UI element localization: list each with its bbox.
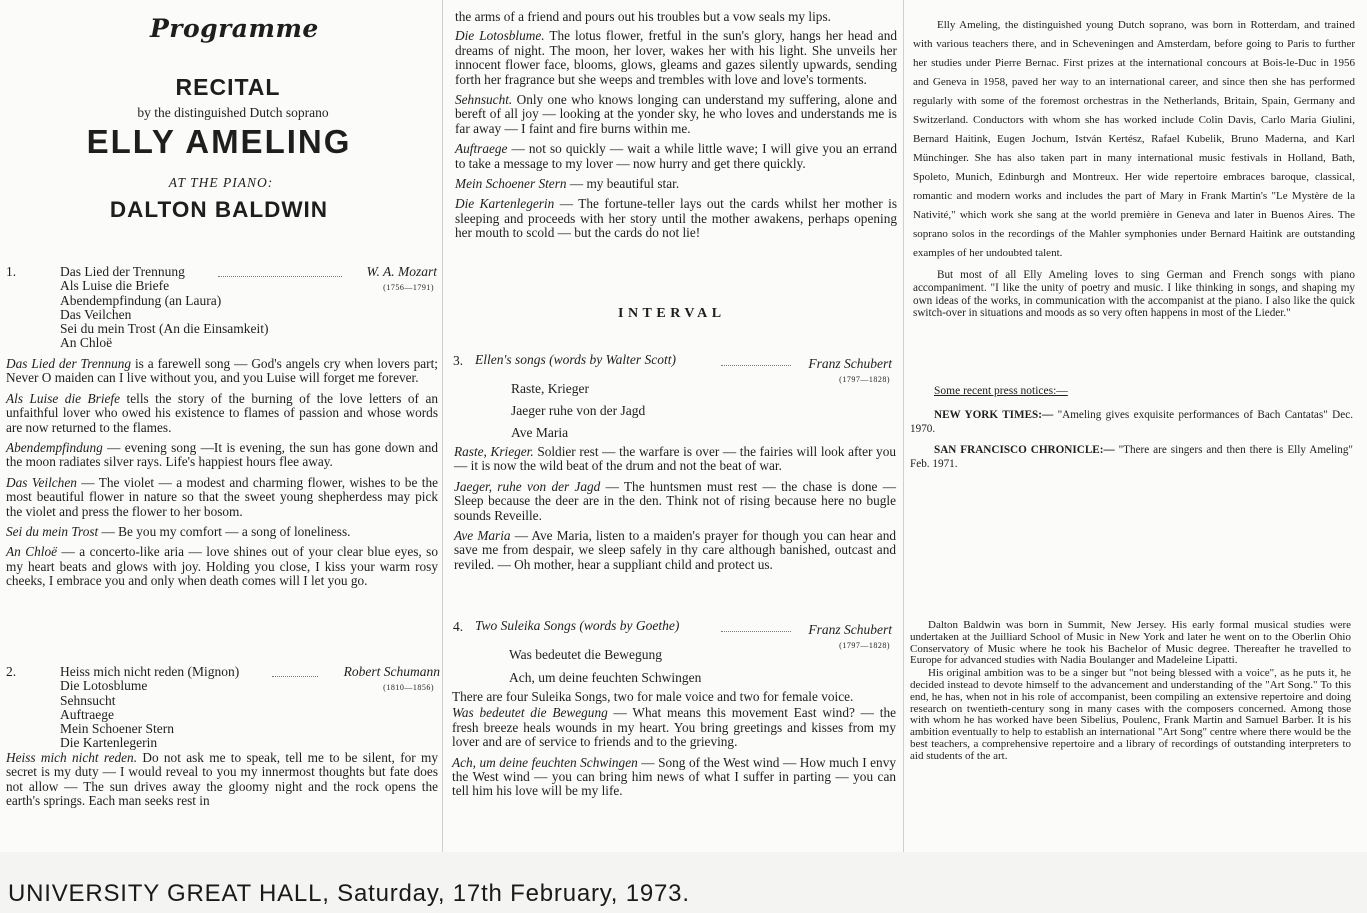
press-notices: [910, 409, 1353, 471]
section4-notes: [452, 690, 896, 799]
section-number: 2.: [6, 664, 17, 679]
song-note: Ave Maria — Ave Maria, listen to a maiden's prayer for though you can hear and save me from despair, we sleep safely in thy care although banished, outcast and reviled. — Oh mother, hear a suppliant child and protect us.: [454, 528, 896, 572]
bio-paragraph: Dalton Baldwin was born in Summit, New Jersey. His early formal musical studies were undertaken at the Juilliard School of Music in New York and later he went on to the Oberlin Ohio Conservatory of Music where he took his Bachelor of Music degree. Thereafter he travelled to Europe for advanced studies with Nadia Boulanger and Madeleine Lipatti.: [910, 619, 1351, 667]
song-title: Als Luise die Briefe: [60, 278, 170, 294]
song-list: [511, 378, 751, 444]
song-title: Abendempfindung (an Laura): [60, 292, 222, 308]
song-note: Das Lied der Trennung is a farewell song — God's angels cry when lovers part; Never O maiden can I live without you, and you Luise will forget me forever.: [6, 356, 439, 386]
section3-notes: [454, 445, 896, 572]
song-note: Als Luise die Briefe tells the story of the burning of the love letters of an unfaithful lover who owed his existence to flames of passion and whose words are now returned to the flames.: [6, 390, 438, 435]
composer-dates: (1756—1791): [383, 283, 434, 292]
song-title: Auftraege: [60, 706, 114, 722]
composer-dates: (1797—1828): [839, 641, 890, 650]
song-title: Heiss mich nicht reden (Mignon): [60, 664, 240, 679]
composer-dates: (1797—1828): [839, 375, 890, 384]
composer-dates: (1810—1856): [383, 683, 434, 692]
song-note: Sei du mein Trost — Be you my comfort — a song of loneliness.: [6, 524, 351, 540]
song-title: Mein Schoener Stern: [60, 721, 174, 737]
song-note: Jaeger, ruhe von der Jagd — The huntsmen must rest — the chase is done — Sleep because the deer are in the den. Think not of rising because here no bugle sounds Reveille.: [454, 478, 896, 523]
song-title: Ach, um deine feuchten Schwingen: [509, 670, 702, 685]
press-notices-heading: Some recent press notices:—: [934, 385, 1068, 397]
song-title: Die Lotosblume: [60, 678, 148, 694]
press-notice: NEW YORK TIMES:— "Ameling gives exquisite performances of Bach Cantatas" Dec. 1970.: [910, 409, 1353, 435]
baldwin-biography: [910, 620, 1351, 763]
song-title: Sehnsucht: [60, 692, 116, 708]
section-number: 1.: [6, 264, 17, 279]
song-note: Raste, Krieger. Soldier rest — the warfare is over — the fairies will look after you — it is now the wild beat of the drum and not the beat of war.: [454, 444, 896, 474]
song-note: the arms of a friend and pours out his troubles but a vow seals my lips.: [455, 9, 831, 24]
venue-date-caption: UNIVERSITY GREAT HALL, Saturday, 17th February, 1973.: [8, 880, 690, 907]
song-title: Ave Maria: [511, 425, 569, 440]
bio-paragraph: Elly Ameling, the distinguished young Dutch soprano, was born in Rotterdam, and trained with various teachers there, and in Scheveningen and Amsterdam, before going to Paris to further her studies under Pierre Bernac. First prizes at the international concours at Bois-le-Duc in 1956 and Geneva in 1958, paved her way to an international career, and since then she has performed regularly with some of the foremost orchestras in the Netherlands, Britain, Spain, Germany and Switzerland. Conductors with whom she has worked include Colin Davis, Carlo Maria Giulini, Bernard Haitink, Eugen Jochum, István Kertész, Rafael Kubelik, Bruno Maderna, and Karl Münchinger. She has also taken part in many international music festivals in Holland, Bath, Spoleto, Munich, Edinburgh and Montreux. Her wide repertoire embraces baroque, classical, romantic and modern works and includes the part of Mary in Frank Martin's "Le Mystère de la Nativité," which work she sang at the world première in Geneva and later in Buenos Aires. The soprano solos in the recordings of the Mahler symphonies under Bernard Haitink are outstanding examples of her undoubted talent.: [913, 19, 1355, 259]
singer-name: ELLY AMELING: [86, 123, 352, 160]
column-right: [904, 0, 1367, 852]
song-list: [60, 265, 300, 351]
by-line: by the distinguished Dutch soprano: [137, 105, 329, 120]
song-note: Mein Schoener Stern — my beautiful star.: [455, 176, 680, 192]
section-heading: Ellen's songs (words by Walter Scott): [475, 352, 677, 367]
song-note: Ach, um deine feuchten Schwingen — Song of the West wind — How much I envy the West wind — you can bring him news of what I suffer in parting — you can tell him his love will be my life.: [452, 754, 896, 799]
song-title: Was bedeutet die Bewegung: [509, 647, 662, 662]
ameling-biography: [913, 16, 1355, 320]
song-title: Die Kartenlegerin: [60, 735, 158, 751]
interval-heading: INTERVAL: [618, 306, 726, 321]
at-the-piano: AT THE PIANO:: [168, 175, 274, 190]
song-note: An Chloë — a concerto-like aria — love shines out of your clear blue eyes, so my heart beats and glows with joy. Holding you close, I kiss your warm rosy cheeks, I embrace you and only when death comes will I let you go.: [6, 544, 439, 589]
song-title: An Chloë: [60, 335, 113, 351]
song-list: [509, 643, 769, 689]
song-note: Heiss mich nicht reden. Do not ask me to speak, tell me to be silent, for my secret is my duty — I would reveal to you my innermost thoughts but fate does not allow — The sun drives away the gloomy night and the rock opens the earth's springs. Each man seeks rest in: [6, 750, 438, 809]
section1-notes: [6, 357, 438, 589]
song-note: Die Kartenlegerin — The fortune-teller lays out the cards whilst her mother is sleeping and proceeds with her story until the mother awakens, perhaps opening her mouth to scold — but the cards do not lie!: [455, 196, 897, 241]
composer-name: Franz Schubert: [808, 356, 892, 371]
section-number: 3.: [453, 353, 464, 368]
recital-heading: RECITAL: [175, 74, 281, 100]
section2-note: [6, 751, 438, 809]
song-title: Sei du mein Trost (An die Einsamkeit): [60, 321, 269, 337]
composer-name: Franz Schubert: [808, 622, 892, 637]
programme-title: Programme: [150, 14, 319, 43]
column-middle-lower: [443, 0, 903, 852]
composer-name: W. A. Mozart: [366, 264, 437, 279]
section-heading: Two Suleika Songs (words by Goethe): [475, 618, 680, 633]
song-title: Das Lied der Trennung: [60, 264, 185, 279]
bio-paragraph: His original ambition was to be a singer but "not being blessed with a voice", as he puts it, he decided instead to devote himself to the advancement and understanding of the "Art Song." To this end, he has, when not in his role of accompanist, been compiling an extensive repertoire and doing research on twentieth-century song in many cases with the composers concerned. Among those with whom he has worked have been Sibelius, Poulenc, Frank Martin and Samuel Barber. It is his ambition eventually to help to establish an international "Art Song" centre where there would be the best teachers, a comprehensive repertoire and a library of recordings of outstanding interpreters to aid students of the art.: [910, 667, 1351, 762]
song-list: [60, 665, 300, 751]
song-note: Das Veilchen — The violet — a modest and charming flower, wishes to be the most beautiful flower in nature so that the sweet young shepherdess may pick the violet and press the flower to her bosom.: [6, 474, 438, 519]
song-note: Abendempfindung — evening song —It is evening, the sun has gone down and the moon radiates silver rays. Life's happiest hours flee away.: [6, 440, 438, 470]
song-note: Die Lotosblume. The lotus flower, fretful in the sun's glory, hangs her head and dreams of night. The moon, her lover, wakes her with his light. She unveils her innocent flower face, blooms, glows, gleams and gazes silently upwards, sending forth her fragrance but she weeps and trembles with love and love's torments.: [455, 28, 897, 87]
song-note: Was bedeutet die Bewegung — What means this movement East wind? — the fresh breeze heals wounds in my heart. You bring greetings and kisses from my lover and are of service to friends and to the grieving.: [452, 705, 897, 750]
bio-paragraph: But most of all Elly Ameling loves to sing German and French songs with piano accompaniment. "I like the unity of poetry and music. I like thinking in songs, and shaping my own ideas of the works, in communication with the accompanist at the piano. I also like the quick switch-over in situations and moods as so very often happens in most of the Lieder.": [913, 269, 1355, 320]
song-title: Das Veilchen: [60, 306, 132, 322]
pianist-name: DALTON BALDWIN: [109, 197, 329, 222]
column-left: [0, 0, 442, 852]
song-title: Jaeger ruhe von der Jagd: [511, 403, 646, 418]
press-notice: SAN FRANCISCO CHRONICLE:— "There are singers and then there is Elly Ameling" Feb. 1971.: [910, 444, 1353, 470]
song-title: Raste, Krieger: [511, 381, 589, 396]
composer-name: Robert Schumann: [343, 664, 440, 679]
song-note: Auftraege — not so quickly — wait a while little wave; I will give you an errand to take a message to my lover — now hurry and get there quickly.: [455, 141, 897, 171]
song-note: Sehnsucht. Only one who knows longing can understand my suffering, alone and bereft of all joy — looking at the yonder sky, he who loves and understands me is far away — I faint and fire burns within me.: [455, 92, 897, 136]
section-intro: There are four Suleika Songs, two for male voice and two for female voice.: [452, 689, 854, 704]
section-number: 4.: [453, 619, 464, 634]
